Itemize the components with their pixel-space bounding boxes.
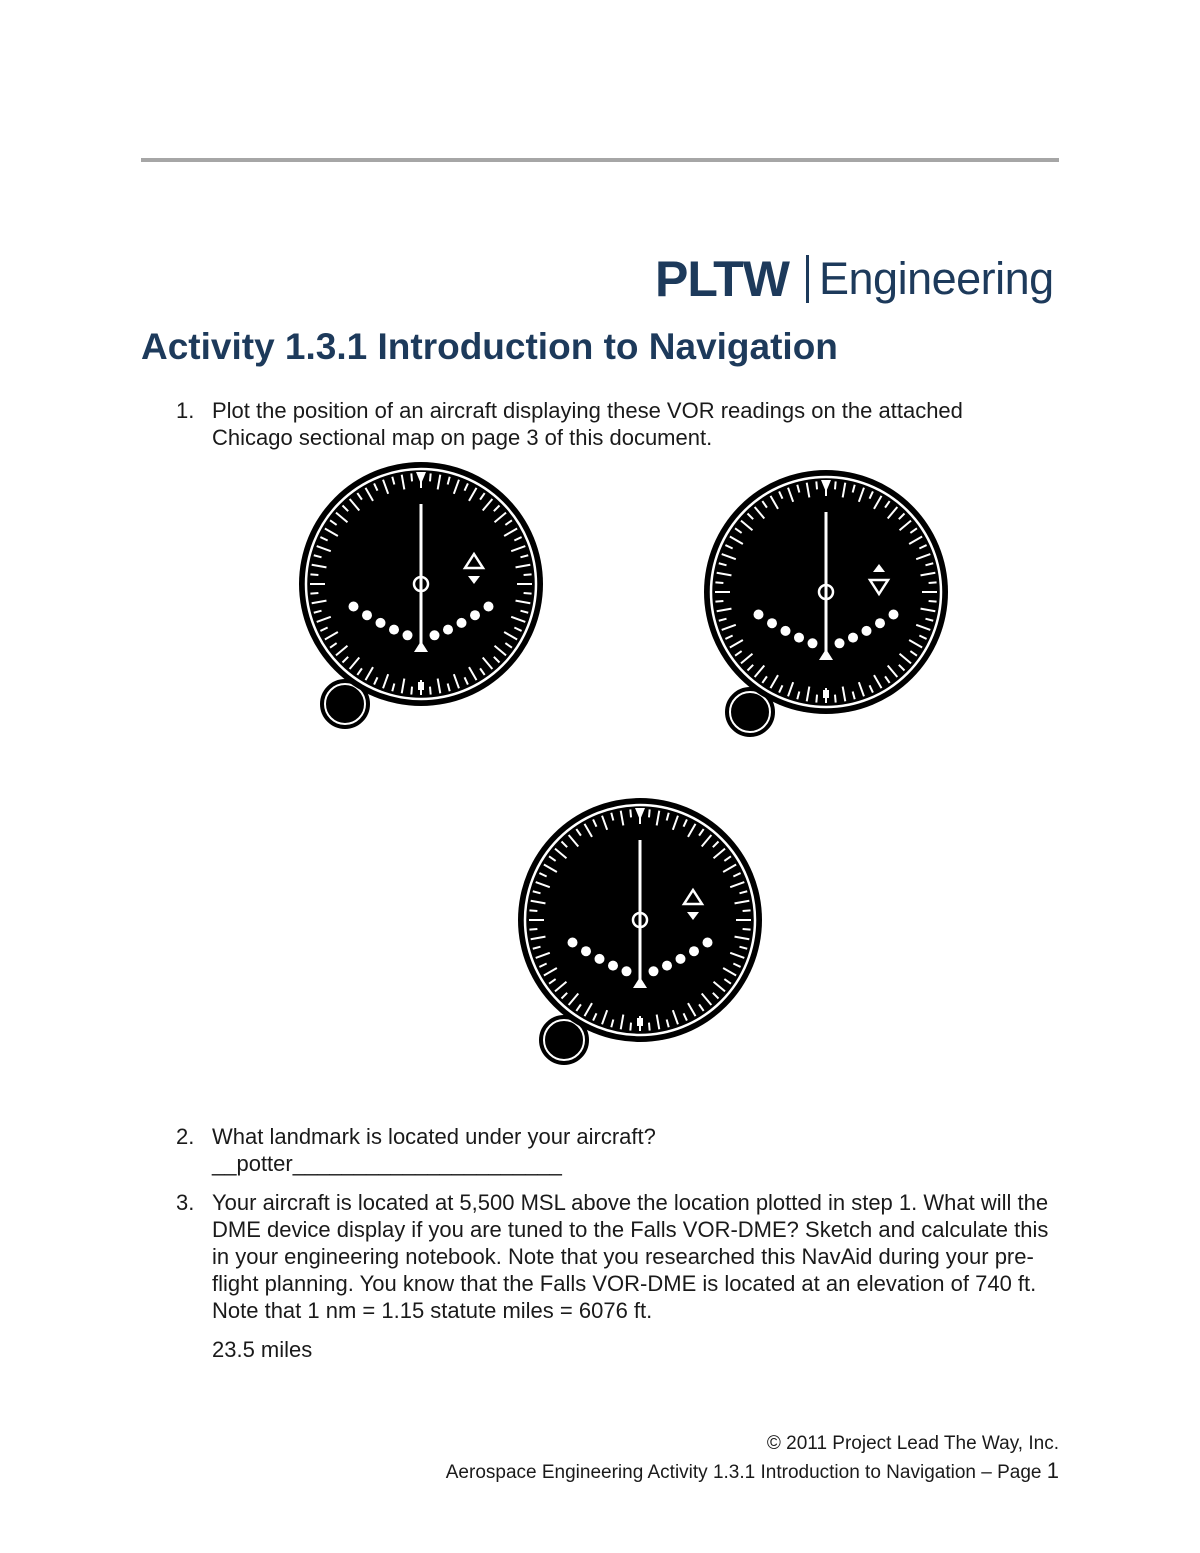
deviation-dot bbox=[703, 938, 713, 948]
footer-course-line bbox=[446, 1459, 1059, 1485]
deviation-dot bbox=[862, 626, 872, 636]
compass-tick bbox=[310, 593, 318, 594]
vor-gauge-svg bbox=[510, 796, 770, 1066]
compass-tick bbox=[929, 601, 937, 602]
compass-tick bbox=[529, 910, 537, 911]
compass-tick bbox=[430, 473, 431, 481]
deviation-dot bbox=[595, 954, 605, 964]
compass-tick bbox=[649, 809, 650, 817]
question-number: 2. bbox=[176, 1124, 195, 1149]
compass-tick bbox=[929, 582, 937, 583]
deviation-dot bbox=[403, 630, 413, 640]
footer-course-text: Aerospace Engineering Activity 1.3.1 Introduction to Navigation – Page bbox=[445, 1462, 1042, 1483]
page-number: 1 bbox=[1046, 1458, 1059, 1483]
deviation-dot bbox=[568, 938, 578, 948]
deviation-dot bbox=[443, 625, 453, 635]
compass-tick bbox=[630, 1023, 631, 1031]
question-text: Plot the position of an aircraft displaying these VOR readings on the attached Chicago sectional map on page 3 of this document. bbox=[212, 398, 963, 450]
vor-gauge-svg bbox=[291, 460, 551, 730]
compass-tick bbox=[835, 695, 836, 703]
bottom-index-mark bbox=[418, 682, 424, 690]
bottom-index-mark bbox=[823, 690, 829, 698]
logo-brand: PLTW bbox=[655, 251, 789, 307]
question-number: 3. bbox=[176, 1190, 195, 1215]
question-number: 1. bbox=[176, 398, 195, 423]
deviation-dot bbox=[794, 633, 804, 643]
compass-tick bbox=[524, 593, 532, 594]
vor-indicator-1 bbox=[291, 460, 551, 735]
compass-tick bbox=[310, 574, 318, 575]
question-text: What landmark is located under your aircraft? bbox=[212, 1124, 656, 1149]
compass-tick bbox=[715, 582, 723, 583]
header-rule bbox=[141, 158, 1059, 162]
deviation-dot bbox=[608, 961, 618, 971]
deviation-dot bbox=[689, 946, 699, 956]
compass-tick bbox=[743, 910, 751, 911]
compass-tick bbox=[715, 601, 723, 602]
deviation-dot bbox=[649, 966, 659, 976]
compass-tick bbox=[816, 695, 817, 703]
compass-tick bbox=[649, 1023, 650, 1031]
page-title: Activity 1.3.1 Introduction to Navigation bbox=[141, 326, 838, 367]
pltw-engineering-logo bbox=[655, 251, 1055, 307]
logo-divider bbox=[806, 255, 809, 303]
deviation-dot bbox=[376, 618, 386, 628]
deviation-dot bbox=[389, 625, 399, 635]
deviation-dot bbox=[622, 966, 632, 976]
compass-tick bbox=[630, 809, 631, 817]
deviation-dot bbox=[484, 602, 494, 612]
deviation-dot bbox=[349, 602, 359, 612]
deviation-dot bbox=[781, 626, 791, 636]
deviation-dot bbox=[430, 630, 440, 640]
deviation-dot bbox=[835, 638, 845, 648]
deviation-dot bbox=[581, 946, 591, 956]
vor-indicator-2 bbox=[696, 468, 956, 743]
deviation-dot bbox=[470, 610, 480, 620]
answer-3: 23.5 miles bbox=[212, 1337, 313, 1362]
deviation-dot bbox=[875, 618, 885, 628]
question-text: Your aircraft is located at 5,500 MSL above the location plotted in step 1. What will the DME device display if you are tuned to the Falls VOR-DME? Sketch and calculate this in your engineering notebook. Note that you researched this NavAid during your pre-flight planning. You know that the Falls VOR-DME is located at an elevation of 740 ft. Note that 1 nm = 1.15 statute miles = 6076 ft. bbox=[212, 1190, 1049, 1323]
deviation-dot bbox=[754, 610, 764, 620]
compass-tick bbox=[743, 929, 751, 930]
compass-tick bbox=[524, 574, 532, 575]
vor-gauge-svg bbox=[696, 468, 956, 738]
footer-copyright: © 2011 Project Lead The Way, Inc. bbox=[766, 1433, 1059, 1454]
vor-indicator-3 bbox=[510, 796, 770, 1071]
deviation-dot bbox=[457, 618, 467, 628]
compass-tick bbox=[411, 687, 412, 695]
deviation-dot bbox=[848, 633, 858, 643]
compass-tick bbox=[411, 473, 412, 481]
compass-tick bbox=[529, 929, 537, 930]
deviation-dot bbox=[808, 638, 818, 648]
logo-product: Engineering bbox=[819, 253, 1054, 304]
compass-tick bbox=[430, 687, 431, 695]
compass-tick bbox=[835, 481, 836, 489]
deviation-dot bbox=[676, 954, 686, 964]
deviation-dot bbox=[889, 610, 899, 620]
deviation-dot bbox=[662, 961, 672, 971]
compass-tick bbox=[816, 481, 817, 489]
bottom-index-mark bbox=[637, 1018, 643, 1026]
answer-2: __potter______________________ bbox=[212, 1151, 562, 1176]
deviation-dot bbox=[362, 610, 372, 620]
deviation-dot bbox=[767, 618, 777, 628]
